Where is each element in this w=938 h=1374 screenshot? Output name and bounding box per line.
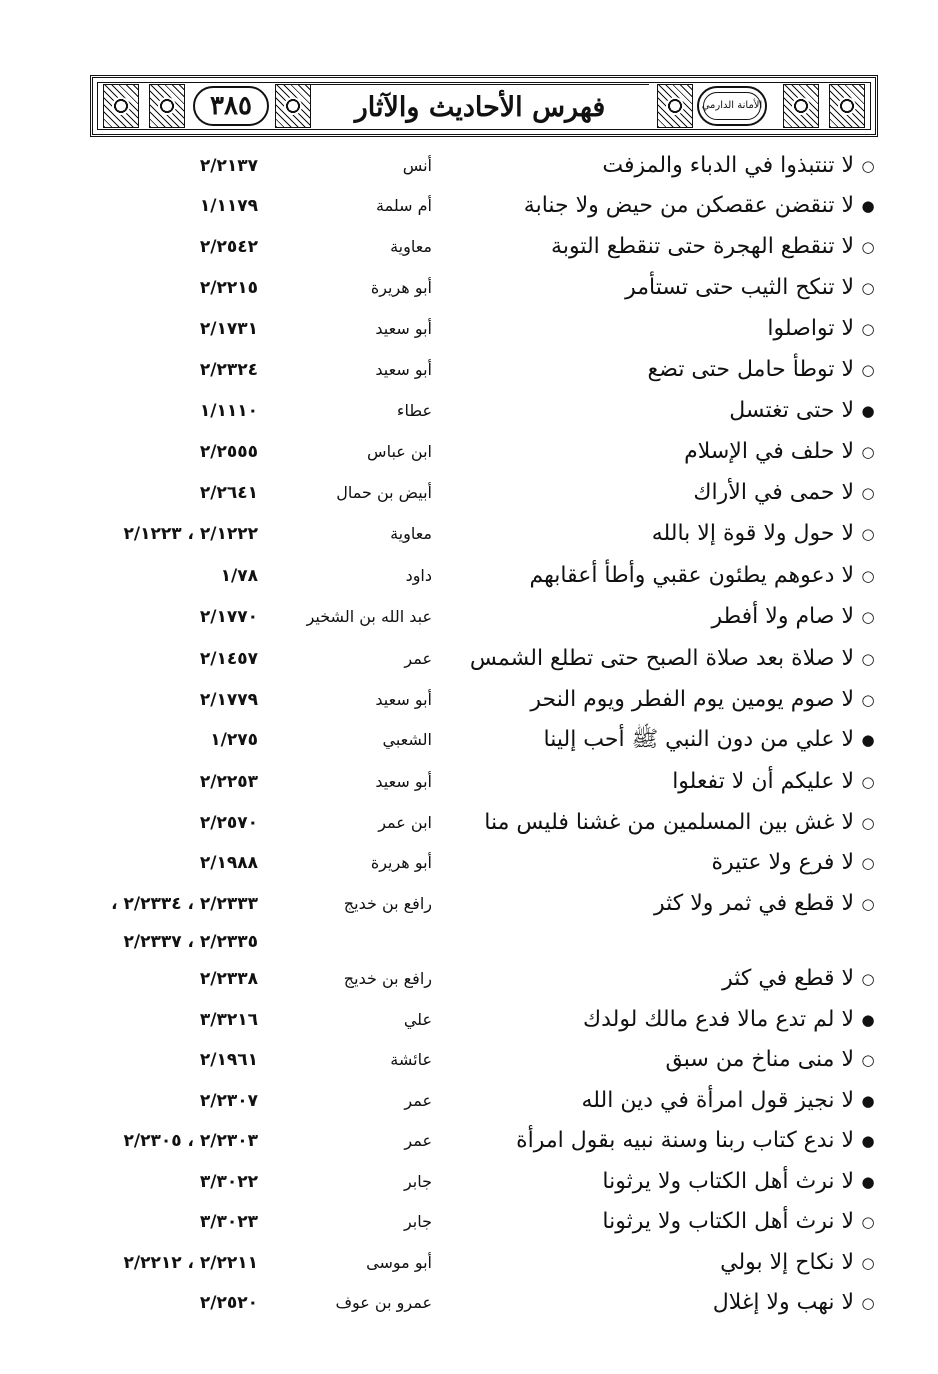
reference-number: ١/١١١٠ bbox=[199, 401, 258, 421]
list-item bbox=[0, 146, 938, 186]
filled-circle-icon: ● bbox=[861, 1091, 875, 1110]
narrator-name: معاوية bbox=[390, 524, 432, 543]
open-circle-icon: ○ bbox=[861, 1212, 875, 1231]
list-item bbox=[0, 762, 938, 802]
page-title: فهرس الأحاديث والآثار bbox=[354, 91, 606, 123]
page-number: ٣٨٥ bbox=[210, 91, 252, 121]
reference-number: ١/٧٨ bbox=[220, 566, 258, 586]
reference-number: ٢/٢٣٣٣ ، ٢/٢٣٣٤ ، bbox=[111, 894, 258, 914]
open-circle-icon: ○ bbox=[861, 360, 875, 379]
reference-number: ٢/٢٢١٥ bbox=[199, 278, 258, 298]
hadith-text-label: لا حول ولا قوة إلا بالله bbox=[651, 521, 854, 546]
hadith-text bbox=[530, 680, 876, 720]
hadith-text bbox=[602, 1162, 876, 1202]
list-item bbox=[0, 1040, 938, 1080]
hadith-text-label: لا تنقضن عقصكن من حيض ولا جنابة bbox=[523, 193, 854, 218]
hadith-text-label: لا تنقطع الهجرة حتى تنقطع التوبة bbox=[551, 234, 854, 259]
hadith-text bbox=[711, 843, 876, 883]
open-circle-icon: ○ bbox=[861, 319, 875, 338]
hadith-text-label: لا صلاة بعد صلاة الصبح حتى تطلع الشمس bbox=[469, 646, 854, 671]
hadith-text-label: لا نجيز قول امرأة في دين الله bbox=[581, 1088, 854, 1113]
list-item bbox=[0, 680, 938, 720]
reference-number: ٢/٢٥٧٠ bbox=[199, 813, 258, 833]
title-cartouche bbox=[311, 84, 649, 130]
hadith-text-label: لا فرع ولا عتيرة bbox=[711, 850, 854, 875]
list-item bbox=[0, 350, 938, 390]
hadith-text bbox=[711, 597, 876, 637]
hadith-text-label: لا لم تدع مالا فدع مالك لولدك bbox=[582, 1007, 854, 1032]
hadith-text-label: لا غش بين المسلمين من غشنا فليس منا bbox=[484, 810, 854, 835]
hadith-text-label: لا حمى في الأراك bbox=[693, 480, 854, 505]
list-item bbox=[0, 884, 938, 952]
narrator-name: جابر bbox=[403, 1172, 432, 1191]
hadith-text bbox=[625, 268, 876, 308]
filled-circle-icon: ● bbox=[861, 1172, 875, 1191]
open-circle-icon: ○ bbox=[861, 483, 875, 502]
hadith-text bbox=[720, 1243, 876, 1283]
hadith-text bbox=[602, 146, 876, 186]
hadith-text bbox=[665, 1040, 876, 1080]
hadith-text-label: لا نرث أهل الكتاب ولا يرثونا bbox=[602, 1169, 854, 1194]
list-item bbox=[0, 227, 938, 267]
reference-number: ٢/١٤٥٧ bbox=[199, 649, 258, 669]
narrator-name: عائشة bbox=[390, 1050, 432, 1069]
reference-number: ٢/٢٣٣٨ bbox=[199, 969, 258, 989]
reference-number: ٢/١٧٧٠ bbox=[199, 607, 258, 627]
list-item bbox=[0, 432, 938, 472]
hadith-text bbox=[484, 803, 876, 843]
list-item bbox=[0, 1162, 938, 1202]
narrator-name: عبد الله بن الشخير bbox=[306, 607, 432, 626]
reference-number: ٢/١٧٣١ bbox=[199, 319, 258, 339]
list-item bbox=[0, 1081, 938, 1121]
open-circle-icon: ○ bbox=[861, 853, 875, 872]
narrator-name: أبيض بن حمال bbox=[336, 483, 432, 502]
list-item bbox=[0, 473, 938, 513]
hadith-text-label: لا قطع في ثمر ولا كثر bbox=[653, 891, 854, 916]
ornament-pattern-icon bbox=[103, 84, 139, 128]
hadith-text bbox=[693, 473, 876, 513]
list-item bbox=[0, 391, 938, 431]
narrator-name: رافع بن خديج bbox=[343, 969, 432, 988]
open-circle-icon: ○ bbox=[861, 156, 875, 175]
narrator-name: أبو سعيد bbox=[375, 319, 432, 338]
hadith-text bbox=[544, 720, 876, 760]
list-item bbox=[0, 1283, 938, 1323]
narrator-name: أبو موسى bbox=[366, 1253, 432, 1272]
reference-number: ٢/٢٣٠٣ ، ٢/٢٣٠٥ bbox=[123, 1131, 258, 1151]
hadith-text bbox=[524, 186, 876, 226]
hadith-text-label: لا عليكم أن لا تفعلوا bbox=[672, 769, 854, 794]
filled-circle-icon: ● bbox=[861, 730, 875, 749]
open-circle-icon: ○ bbox=[861, 649, 875, 668]
hadith-text-label: لا تنكح الثيب حتى تستأمر bbox=[625, 275, 854, 300]
hadith-text-label: لا نكاح إلا بولي bbox=[720, 1250, 854, 1275]
hadith-text bbox=[652, 514, 876, 554]
hadith-text bbox=[648, 350, 876, 390]
open-circle-icon: ○ bbox=[861, 566, 875, 585]
open-circle-icon: ○ bbox=[861, 524, 875, 543]
narrator-name: أبو هريرة bbox=[370, 278, 432, 297]
ornament-pattern-icon bbox=[783, 84, 819, 128]
filled-circle-icon: ● bbox=[861, 196, 875, 215]
hadith-text bbox=[684, 432, 876, 472]
reference-number-continued: ٢/٢٣٣٥ ، ٢/٢٣٣٧ bbox=[123, 932, 258, 952]
list-item bbox=[0, 720, 938, 760]
ornament-pattern-icon bbox=[829, 84, 865, 128]
reference-number: ٢/١٩٨٨ bbox=[199, 853, 258, 873]
hadith-text-label: لا نهب ولا إغلال bbox=[712, 1290, 854, 1315]
hadith-text-label: لا صام ولا أفطر bbox=[711, 604, 854, 629]
list-item bbox=[0, 1121, 938, 1161]
reference-number: ٢/٢٥٤٢ bbox=[199, 237, 258, 257]
reference-number: ٢/١٢٢٢ ، ٢/١٢٢٣ bbox=[123, 524, 258, 544]
hadith-text-label: لا حلف في الإسلام bbox=[684, 439, 854, 464]
hadith-text-label: لا قطع في كثر bbox=[722, 966, 854, 991]
hadith-text bbox=[654, 884, 876, 924]
open-circle-icon: ○ bbox=[861, 1050, 875, 1069]
hadith-text bbox=[551, 227, 876, 267]
reference-number: ٢/١٩٦١ bbox=[199, 1050, 258, 1070]
narrator-name: داود bbox=[405, 566, 432, 585]
filled-circle-icon: ● bbox=[861, 1131, 875, 1150]
reference-number: ٢/٢٥٢٠ bbox=[199, 1293, 258, 1313]
reference-number: ٢/٢٥٥٥ bbox=[199, 442, 258, 462]
narrator-name: أم سلمة bbox=[376, 196, 432, 215]
hadith-text-label: لا نرث أهل الكتاب ولا يرثونا bbox=[602, 1209, 854, 1234]
list-item bbox=[0, 186, 938, 226]
reference-number: ٢/٢٦٤١ bbox=[199, 483, 258, 503]
list-item bbox=[0, 1202, 938, 1242]
ornamental-header bbox=[90, 75, 878, 137]
narrator-name: معاوية bbox=[390, 237, 432, 256]
reference-number: ١/٢٧٥ bbox=[210, 730, 258, 750]
open-circle-icon: ○ bbox=[861, 1293, 875, 1312]
list-item bbox=[0, 1243, 938, 1283]
hadith-text-label: لا منى مناخ من سبق bbox=[665, 1047, 854, 1072]
reference-number: ٣/٣٠٢٢ bbox=[199, 1172, 258, 1192]
hadith-text-label: لا تواصلوا bbox=[767, 316, 854, 341]
narrator-name: عمرو بن عوف bbox=[335, 1293, 432, 1312]
ornament-pattern-icon bbox=[275, 84, 311, 128]
open-circle-icon: ○ bbox=[861, 442, 875, 461]
open-circle-icon: ○ bbox=[861, 969, 875, 988]
narrator-name: جابر bbox=[403, 1212, 432, 1231]
reference-number: ٣/٣٠٢٣ bbox=[199, 1212, 258, 1232]
open-circle-icon: ○ bbox=[861, 607, 875, 626]
list-item bbox=[0, 309, 938, 349]
hadith-text bbox=[516, 1121, 876, 1161]
narrator-name: أبو سعيد bbox=[375, 690, 432, 709]
hadith-text bbox=[672, 762, 876, 802]
open-circle-icon: ○ bbox=[861, 772, 875, 791]
narrator-name: ابن عمر bbox=[378, 813, 432, 832]
list-item bbox=[0, 268, 938, 308]
list-item bbox=[0, 1000, 938, 1040]
open-circle-icon: ○ bbox=[861, 1253, 875, 1272]
seal-medallion-icon bbox=[697, 86, 767, 126]
list-item bbox=[0, 514, 938, 554]
hadith-text-label: لا دعوهم يطئون عقبي وأطأ أعقابهم bbox=[529, 563, 854, 588]
list-item bbox=[0, 597, 938, 637]
ornament-pattern-icon bbox=[149, 84, 185, 128]
narrator-name: عطاء bbox=[396, 401, 432, 420]
narrator-name: أنس bbox=[402, 156, 432, 175]
narrator-name: عمر bbox=[404, 1091, 432, 1110]
reference-number: ٢/٢٢١١ ، ٢/٢٢١٢ bbox=[123, 1253, 258, 1273]
open-circle-icon: ○ bbox=[861, 690, 875, 709]
narrator-name: عمر bbox=[404, 1131, 432, 1150]
reference-number: ٢/٢١٣٧ bbox=[199, 156, 258, 176]
hadith-text bbox=[602, 1202, 876, 1242]
hadith-text-label: لا ندع كتاب ربنا وسنة نبيه بقول امرأة bbox=[516, 1128, 854, 1153]
hadith-text bbox=[767, 309, 876, 349]
narrator-name: عمر bbox=[404, 649, 432, 668]
filled-circle-icon: ● bbox=[861, 1010, 875, 1029]
open-circle-icon: ○ bbox=[861, 278, 875, 297]
reference-number: ٢/٢٣٠٧ bbox=[199, 1091, 258, 1111]
narrator-name: أبو سعيد bbox=[375, 772, 432, 791]
narrator-name: رافع بن خديج bbox=[343, 894, 432, 913]
reference-number: ١/١١٧٩ bbox=[199, 196, 258, 216]
hadith-text-label: لا حتى تغتسل bbox=[729, 398, 854, 423]
narrator-name: علي bbox=[403, 1010, 432, 1029]
open-circle-icon: ○ bbox=[861, 237, 875, 256]
hadith-text bbox=[470, 639, 876, 679]
reference-number: ٢/١٧٧٩ bbox=[199, 690, 258, 710]
reference-number: ٣/٣٢١٦ bbox=[199, 1010, 258, 1030]
page-number-medallion bbox=[193, 86, 269, 126]
hadith-text-label: لا تنتبذوا في الدباء والمزفت bbox=[602, 153, 854, 178]
filled-circle-icon: ● bbox=[861, 401, 875, 420]
hadith-text-label: لا توطأ حامل حتى تضع bbox=[647, 357, 854, 382]
open-circle-icon: ○ bbox=[861, 813, 875, 832]
narrator-name: ابن عباس bbox=[367, 442, 432, 461]
open-circle-icon: ○ bbox=[861, 894, 875, 913]
hadith-text-label: لا علي من دون النبي ﷺ أحب إلينا bbox=[543, 727, 854, 752]
list-item bbox=[0, 803, 938, 843]
list-item bbox=[0, 556, 938, 596]
seal-text: الأمانة الدارمي bbox=[701, 100, 763, 111]
narrator-name: الشعبي bbox=[382, 730, 432, 749]
ornament-pattern-icon bbox=[657, 84, 693, 128]
hadith-text bbox=[583, 1000, 876, 1040]
narrator-name: أبو سعيد bbox=[375, 360, 432, 379]
reference-number: ٢/٢٢٥٣ bbox=[199, 772, 258, 792]
list-item bbox=[0, 639, 938, 679]
narrator-name: أبو هريرة bbox=[370, 853, 432, 872]
hadith-text bbox=[713, 1283, 876, 1323]
list-item bbox=[0, 959, 938, 999]
hadith-text bbox=[581, 1081, 876, 1121]
reference-number: ٢/٢٣٢٤ bbox=[199, 360, 258, 380]
hadith-text bbox=[722, 959, 876, 999]
hadith-text bbox=[529, 556, 876, 596]
hadith-text-label: لا صوم يومين يوم الفطر ويوم النحر bbox=[530, 687, 854, 712]
hadith-text bbox=[729, 391, 876, 431]
list-item bbox=[0, 843, 938, 883]
